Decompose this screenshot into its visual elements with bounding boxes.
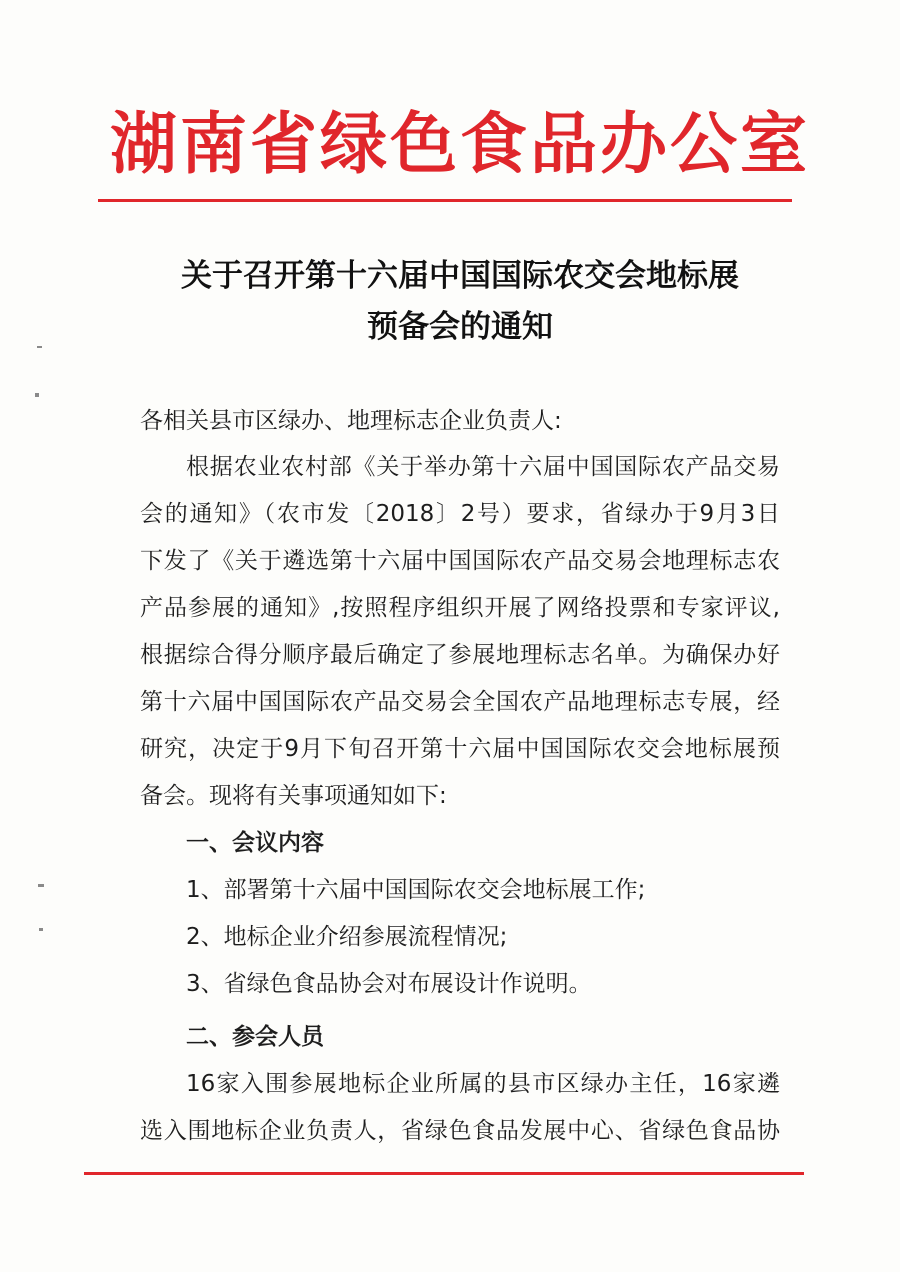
binding-hole-mark [35, 393, 39, 397]
binding-hole-mark [37, 346, 42, 348]
paragraph-line: 选入围地标企业负责人，省绿色食品发展中心、省绿色食品协 [140, 1118, 780, 1144]
binding-hole-mark [39, 928, 43, 931]
paragraph-line: 研究，决定于9月下旬召开第十六届中国国际农交会地标展预 [140, 736, 780, 762]
footer-red-rule [84, 1172, 804, 1175]
paragraph-line: 备会。现将有关事项通知如下: [140, 783, 447, 809]
paragraph-line: 根据农业农村部《关于举办第十六届中国国际农产品交易 [186, 454, 780, 480]
paragraph-line: 第十六届中国国际农产品交易会全国农产品地理标志专展，经 [140, 689, 780, 715]
paragraph-line: 16家入围参展地标企业所属的县市区绿办主任，16家遴 [186, 1071, 780, 1097]
notice-title-line-2: 预备会的通知 [367, 309, 553, 345]
salutation: 各相关县市区绿办、地理标志企业负责人: [140, 408, 562, 434]
section-heading-attendees: 二、参会人员 [186, 1024, 324, 1050]
letterhead-title: 湖南省绿色食品办公室 [110, 104, 810, 183]
paragraph-line: 下发了《关于遴选第十六届中国国际农产品交易会地理标志农 [140, 548, 780, 574]
list-item: 1、部署第十六届中国国际农交会地标展工作; [186, 877, 646, 903]
paragraph-line: 根据综合得分顺序最后确定了参展地理标志名单。为确保办好 [140, 642, 780, 668]
list-item: 2、地标企业介绍参展流程情况; [186, 924, 508, 950]
binding-hole-mark [38, 884, 44, 887]
section-heading-meeting-content: 一、会议内容 [186, 830, 324, 856]
list-item: 3、省绿色食品协会对布展设计作说明。 [186, 971, 592, 997]
paragraph-line: 产品参展的通知》,按照程序组织开展了网络投票和专家评议, [140, 595, 780, 621]
letterhead-red-rule [98, 199, 792, 202]
notice-title-line-1: 关于召开第十六届中国国际农交会地标展 [181, 258, 739, 294]
paragraph-line: 会的通知》（农市发〔2018〕2号）要求，省绿办于9月3日 [140, 501, 780, 527]
